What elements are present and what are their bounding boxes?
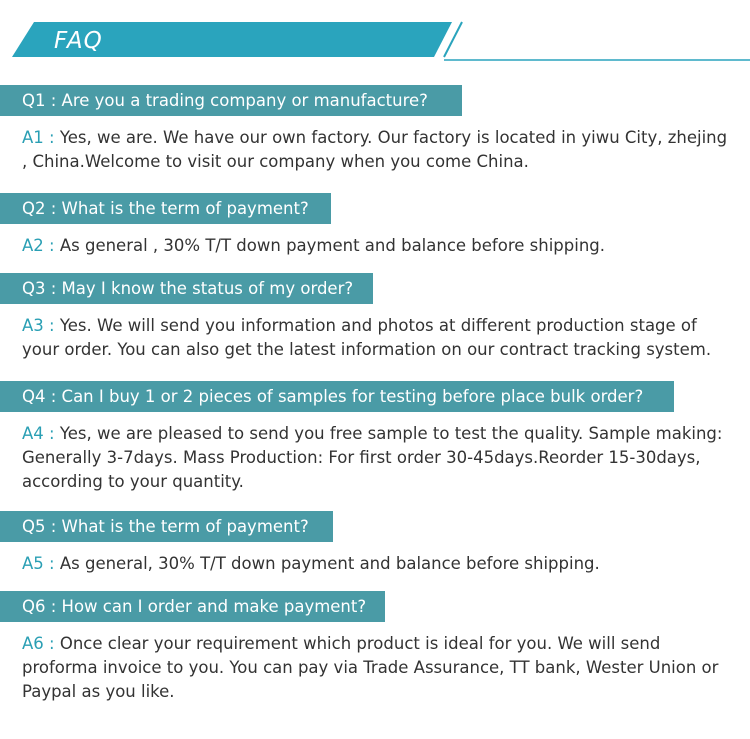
answer-3 [22,314,734,362]
page-title: FAQ [54,28,103,54]
answer-4 [22,422,734,494]
faq-header [0,18,750,64]
question-label: Q6 : [22,597,57,616]
answer-text: Yes. We will send you information and photos at different production stage of your order. You can also get the latest information on our contract tracking system. [22,316,712,359]
question-bar-5 [0,511,333,542]
question-bar-3 [0,273,373,304]
answer-2 [22,234,734,258]
question-text: What is the term of payment? [61,517,309,536]
answer-5 [22,552,734,576]
answer-label: A5 : [22,554,55,573]
question-label: Q4 : [22,387,57,406]
answer-1 [22,126,734,174]
answer-text: As general , 30% T/T down payment and balance before shipping. [59,236,605,255]
answer-text: As general, 30% T/T down payment and balance before shipping. [59,554,600,573]
question-bar-6 [0,591,385,622]
answer-label: A3 : [22,316,55,335]
answer-label: A6 : [22,634,55,653]
question-text: Are you a trading company or manufacture? [61,91,428,110]
question-bar-1 [0,85,462,116]
question-label: Q1 : [22,91,57,110]
question-label: Q5 : [22,517,57,536]
answer-label: A2 : [22,236,55,255]
question-label: Q2 : [22,199,57,218]
answer-text: Yes, we are. We have our own factory. Our factory is located in yiwu City, zhejing , China.Welcome to visit our company when you come China. [22,128,728,171]
question-text: What is the term of payment? [61,199,309,218]
question-label: Q3 : [22,279,57,298]
answer-text: Yes, we are pleased to send you free sample to test the quality. Sample making: Generally 3-7days. Mass Production: For first order 30-45days.Reorder 15-30days, according to your quantity. [22,424,723,491]
answer-6 [22,632,734,704]
question-text: May I know the status of my order? [61,279,354,298]
answer-text: Once clear your requirement which product is ideal for you. We will send proforma invoice to you. You can pay via Trade Assurance, TT bank, Wester Union or Paypal as you like. [22,634,719,701]
question-text: How can I order and make payment? [61,597,367,616]
answer-label: A4 : [22,424,55,443]
header-banner [0,18,750,64]
question-bar-2 [0,193,331,224]
answer-label: A1 : [22,128,55,147]
question-text: Can I buy 1 or 2 pieces of samples for testing before place bulk order? [61,387,644,406]
question-bar-4 [0,381,674,412]
